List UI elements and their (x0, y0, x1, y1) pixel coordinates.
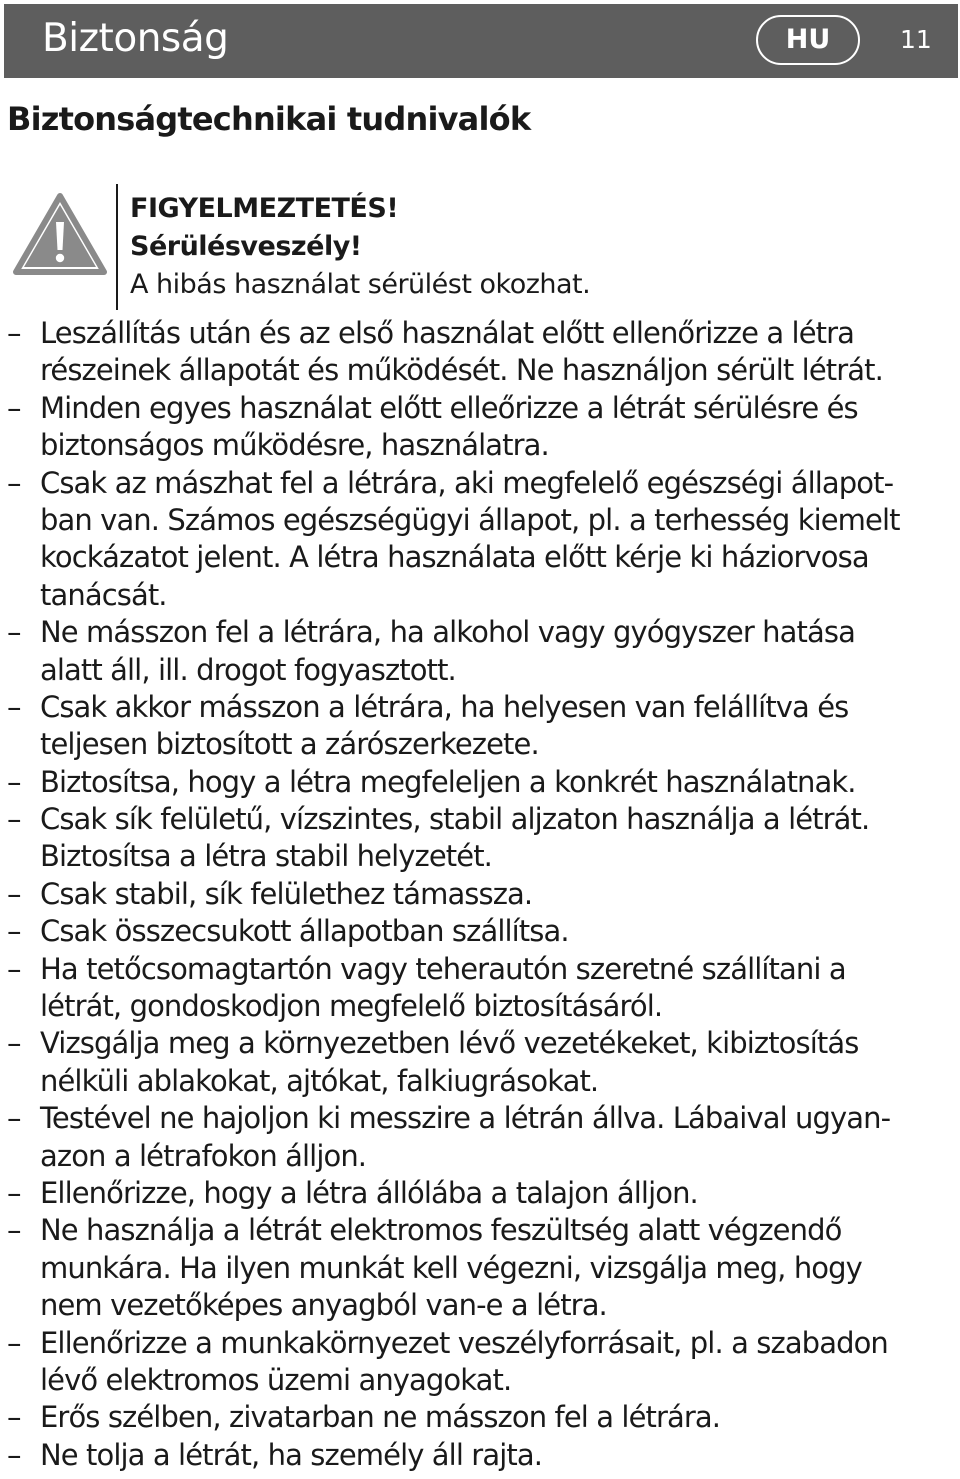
list-item-text-line: részeinek állapotát és működését. Ne használjon sérült létrát. (40, 353, 883, 388)
page-number: 11 (900, 25, 932, 54)
list-bullet-dash: – (7, 1101, 21, 1136)
list-bullet-dash: – (7, 465, 21, 500)
list-item-text-line: létrát, gondoskodjon megfelelő biztosításáról. (40, 989, 663, 1024)
warning-triangle-icon (12, 192, 108, 276)
warning-hazard: Sérülésveszély! (130, 231, 362, 262)
list-item-text-line: alatt áll, ill. drogot fogyasztott. (40, 652, 456, 687)
list-item-text-line: Csak sík felületű, vízszintes, stabil aljzaton használja a létrát. (40, 802, 870, 837)
list-item-text-line: nem vezetőképes anyagból van-e a létra. (40, 1288, 607, 1323)
list-item-text-line: ban van. Számos egészségügyi állapot, pl. a terhesség kiemelt (40, 502, 900, 537)
list-bullet-dash: – (7, 1325, 21, 1360)
list-item-text-line: tanácsát. (40, 577, 167, 612)
list-item-text-line: azon a létrafokon álljon. (40, 1138, 367, 1173)
list-item (0, 1399, 900, 1436)
list-item (0, 1025, 900, 1100)
list-item-text-line: Biztosítsa a létra stabil helyzetét. (40, 839, 492, 874)
list-item (0, 801, 900, 876)
list-item (0, 1100, 900, 1175)
list-item-text-line: teljesen biztosított a zárószerkezete. (40, 727, 539, 762)
list-item (0, 1212, 900, 1324)
list-item (0, 913, 900, 950)
list-item (0, 390, 900, 465)
list-item-text-line: kockázatot jelent. A létra használata előtt kérje ki háziorvosa (40, 540, 869, 575)
list-item-text-line: Minden egyes használat előtt elleőrizze a létrát sérülésre és (40, 390, 858, 425)
list-item (0, 465, 900, 615)
page-header (4, 4, 958, 78)
list-item-text-line: munkára. Ha ilyen munkát kell végezni, vizsgálja meg, hogy (40, 1250, 862, 1285)
list-bullet-dash: – (7, 1175, 21, 1210)
list-bullet-dash: – (7, 1437, 21, 1472)
list-item-text-line: Vizsgálja meg a környezetben lévő vezetékeket, kibiztosítás (40, 1026, 859, 1061)
list-item-text-line: Ne használja a létrát elektromos feszültség alatt végzendő (40, 1213, 842, 1248)
list-item-text-line: Ne másszon fel a létrára, ha alkohol vagy gyógyszer hatása (40, 615, 855, 650)
language-badge: HU (756, 15, 860, 65)
list-bullet-dash: – (7, 802, 21, 837)
list-item (0, 614, 900, 689)
list-item (0, 876, 900, 913)
list-item (0, 951, 900, 1026)
list-item-text-line: Csak összecsukott állapotban szállítsa. (40, 914, 569, 949)
list-item-text-line: Ne tolja a létrát, ha személy áll rajta. (40, 1437, 543, 1472)
list-bullet-dash: – (7, 390, 21, 425)
list-item-text-line: Erős szélben, zivatarban ne másszon fel a létrára. (40, 1400, 721, 1435)
list-bullet-dash: – (7, 764, 21, 799)
list-item-text-line: Biztosítsa, hogy a létra megfeleljen a konkrét használatnak. (40, 764, 856, 799)
list-item-text-line: nélküli ablakokat, ajtókat, falkiugrásokat. (40, 1063, 599, 1098)
list-item (0, 1437, 900, 1474)
list-item-text-line: Leszállítás után és az első használat előtt ellenőrizze a létra (40, 316, 855, 350)
list-item (0, 315, 900, 390)
list-bullet-dash: – (7, 1026, 21, 1061)
list-item-text-line: Ha tetőcsomagtartón vagy teherautón szeretné szállítani a (40, 951, 846, 986)
list-item (0, 1175, 900, 1212)
warning-signal-word: FIGYELMEZTETÉS! (130, 193, 399, 224)
list-item-text-line: Csak akkor másszon a létrára, ha helyesen van felállítva és (40, 689, 849, 724)
list-item (0, 764, 900, 801)
list-item-text-line: biztonságos működésre, használatra. (40, 428, 549, 463)
list-item-text-line: Ellenőrizze a munkakörnyezet veszélyforrásait, pl. a szabadon (40, 1325, 888, 1360)
warning-divider (116, 184, 118, 310)
list-bullet-dash: – (7, 1213, 21, 1248)
page-title: Biztonság (42, 16, 229, 61)
list-item-text-line: Testével ne hajoljon ki messzire a létrán állva. Lábaival ugyan- (40, 1101, 891, 1136)
list-item-text-line: lévő elektromos üzemi anyagokat. (40, 1362, 512, 1397)
list-item-text-line: Csak stabil, sík felülethez támassza. (40, 876, 533, 911)
list-item (0, 689, 900, 764)
list-bullet-dash: – (7, 876, 21, 911)
section-title: Biztonságtechnikai tudnivalók (7, 100, 531, 138)
list-item-text-line: Csak az mászhat fel a létrára, aki megfelelő egészségi állapot- (40, 465, 894, 500)
list-bullet-dash: – (7, 951, 21, 986)
warning-block (130, 190, 590, 304)
list-item-text-line: Ellenőrizze, hogy a létra állólába a talajon álljon. (40, 1175, 698, 1210)
list-bullet-dash: – (7, 316, 21, 350)
list-bullet-dash: – (7, 1400, 21, 1435)
list-bullet-dash: – (7, 914, 21, 949)
warning-consequence: A hibás használat sérülést okozhat. (130, 269, 591, 300)
list-bullet-dash: – (7, 615, 21, 650)
safety-instructions-list (0, 315, 900, 1474)
list-bullet-dash: – (7, 689, 21, 724)
list-item (0, 1325, 900, 1400)
